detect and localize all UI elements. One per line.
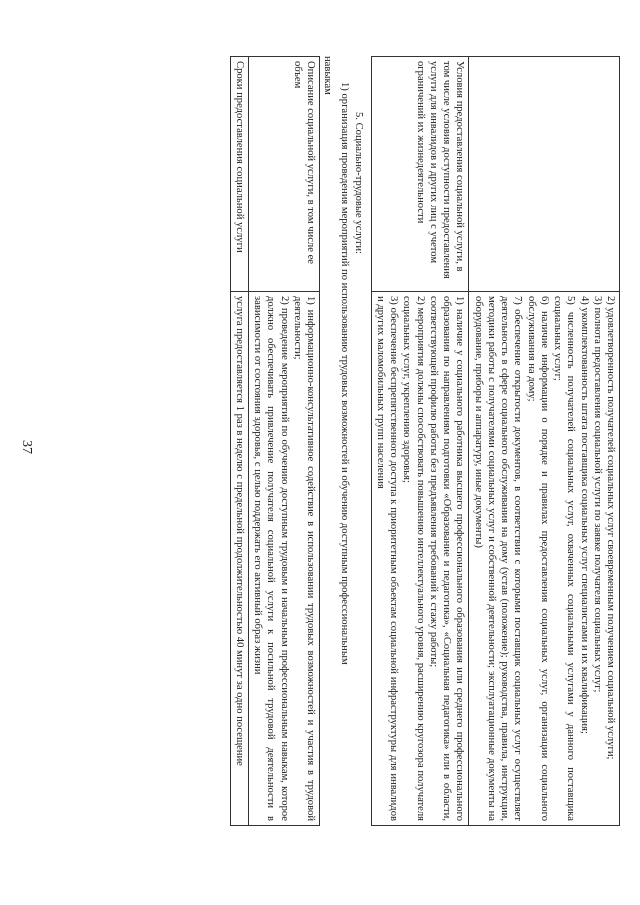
social-labor-service-table — [230, 56, 320, 826]
list-item: 1) наличие у социального работника высшего профессионального образования или среднего профессионального образования по направлениям подготовки «Образование и педагогика», «Социальная педагогика» или в области, соответствующей профилю работы без предъявления требований к стажу работы; — [427, 296, 466, 821]
list-item: 5) численность получателей социальных услуг, охваченных социальными услугами у данного поставщика социальных услуг; — [552, 296, 577, 821]
section-subheading-text: 1) организация проведения мероприятий по использованию трудовых возможностей и обучению доступным профессиональным — [338, 82, 350, 665]
list-item: 7) обеспечение открытости документов, в соответствии с которыми поставщик социальных услуг осуществляет деятельность в сфере социального обслуживания на дому (устав (положение); руководства, правила, инструкции, методики работы с получателями социальных услуг и собственной деятельности; эксплуатационные документы на оборудование, приборы и аппаратуру, иные документы) — [472, 296, 524, 821]
table-cell-description — [248, 292, 319, 826]
section-subheading — [334, 56, 351, 861]
table-cell-conditions — [371, 292, 469, 826]
description-label: Описание социальной услуги, в том числе ее объем — [248, 57, 319, 292]
list-item: 6) наличие информации о порядке и правилах предоставления социальных услуг, организации социального обслуживания на дому; — [525, 296, 550, 821]
terms-value: услуга предоставляется 1 раз в неделю с предельной продолжительностью 40 минут за одно посещение — [230, 292, 248, 826]
table-row — [371, 57, 469, 826]
list-item: 2) удовлетворенность получателей социальных услуг своевременным получением социальной услуги; — [605, 296, 616, 760]
table-row — [230, 57, 248, 826]
terms-label: Сроки предоставления социальной услуги — [230, 57, 248, 292]
list-item: 1) информационно-консультативное содействие в использовании трудовых возможностей и участия в трудовой деятельности; — [291, 296, 317, 821]
list-item: 3) полнота предоставления социальной услуги по заявке получателя социальных услуг; — [591, 296, 603, 693]
quality-criteria-table — [371, 56, 620, 826]
list-item: 3) обеспечение беспрепятственного доступа к приоритетным объектам социальной инфраструктуры для инвалидов и других маломобильных групп населения — [375, 296, 400, 821]
table-cell-empty — [469, 57, 620, 292]
conditions-label: Условия предоставления социальной услуги, в том числе условия доступности предоставления услуги для инвалидов и других лиц с учетом ограничений их жизнедеятельности — [371, 57, 469, 292]
list-item: 2) мероприятия должны способствовать повышению интеллектуального уровня, расширению кругозора получателя социальных услуг, укреплению здоровья; — [401, 296, 426, 821]
table-row — [469, 57, 620, 826]
section-heading: 5. Социально-трудовые услуги: — [352, 112, 364, 254]
table-cell-criteria — [469, 292, 620, 826]
list-item: 4) укомплектованность штата поставщика социальных услуг специалистами и их квалификация; — [578, 296, 590, 734]
document-page — [60, 56, 620, 861]
page-number: 37 — [19, 440, 34, 454]
list-item: 2) проведение мероприятий по обучению доступным трудовым и начальным профессиональным навыкам, которое должно обеспечивать привлечение получателя социальной услуги к посильной трудовой деятельности в зависимости от состояния здоровья, с целью поддержать его активный образ жизни — [252, 296, 290, 821]
table-row — [248, 57, 319, 826]
section-subheading-tail: навыкам — [322, 56, 334, 95]
